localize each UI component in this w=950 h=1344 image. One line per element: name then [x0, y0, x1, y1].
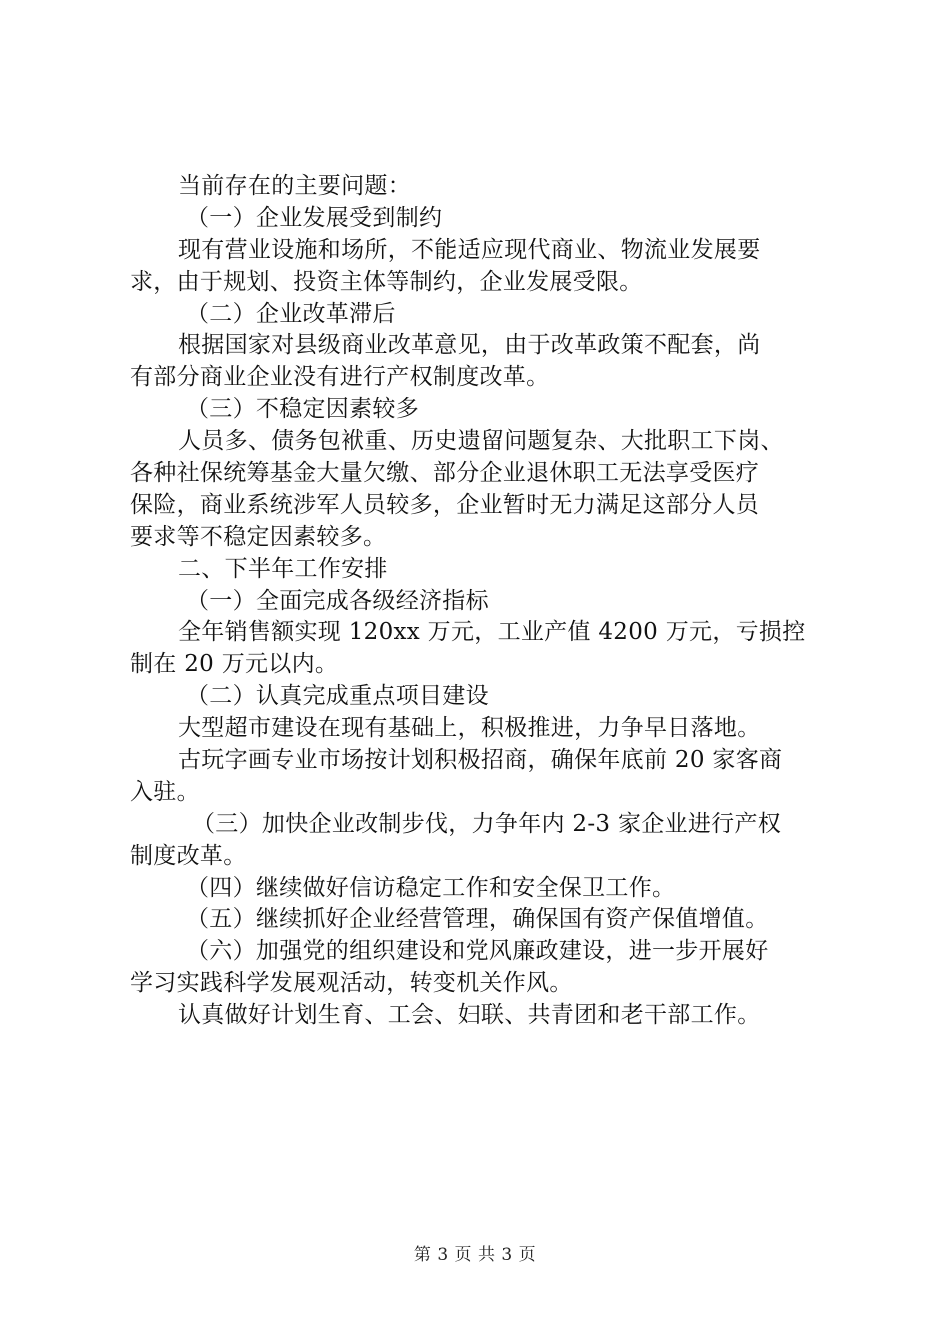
paragraph-line: 全年销售额实现 120xx 万元，工业产值 4200 万元，亏损控 [178, 619, 806, 646]
paragraph-line: 人员多、债务包袱重、历史遗留问题复杂、大批职工下岗、 [178, 428, 784, 455]
paragraph-line: 制度改革。 [130, 842, 247, 869]
paragraph-line: （六）加强党的组织建设和党风廉政建设，进一步开展好 [186, 938, 769, 965]
paragraph-line: 认真做好计划生育、工会、妇联、共青团和老干部工作。 [178, 1002, 761, 1029]
paragraph-line: （四）继续做好信访稳定工作和安全保卫工作。 [186, 874, 676, 901]
paragraph-line: （二）认真完成重点项目建设 [186, 683, 489, 710]
paragraph-line: 保险，商业系统涉军人员较多，企业暂时无力满足这部分人员 [130, 491, 760, 518]
paragraph-line: 学习实践科学发展观活动，转变机关作风。 [130, 970, 573, 997]
paragraph-line: 现有营业设施和场所，不能适应现代商业、物流业发展要 [178, 236, 761, 263]
paragraph-line: （一）全面完成各级经济指标 [186, 587, 489, 614]
paragraph-line: 古玩字画专业市场按计划积极招商，确保年底前 20 家客商 [178, 747, 783, 774]
paragraph-line: 入驻。 [130, 778, 200, 805]
paragraph-line: 二、下半年工作安排 [178, 555, 388, 582]
paragraph-line: 制在 20 万元以内。 [130, 651, 339, 678]
paragraph-line: （二）企业改革滞后 [186, 300, 396, 327]
page-footer: 第 3 页 共 3 页 [413, 1245, 537, 1265]
document-body [130, 171, 840, 1032]
paragraph-line: 根据国家对县级商业改革意见，由于改革政策不配套，尚 [178, 332, 761, 359]
paragraph-line: （五）继续抓好企业经营管理，确保国有资产保值增值。 [186, 906, 769, 933]
paragraph-line: （一）企业发展受到制约 [186, 204, 443, 231]
paragraph-line: 求，由于规划、投资主体等制约，企业发展受限。 [130, 268, 643, 295]
paragraph-line: 当前存在的主要问题： [178, 173, 411, 199]
paragraph-line: （三）不稳定因素较多 [186, 396, 419, 423]
paragraph-line: 要求等不稳定因素较多。 [130, 523, 387, 550]
paragraph-line: （三）加快企业改制步伐，力争年内 2-3 家企业进行产权 [192, 810, 782, 837]
paragraph-line: 大型超市建设在现有基础上，积极推进，力争早日落地。 [178, 715, 761, 742]
paragraph-line: 各种社保统筹基金大量欠缴、部分企业退休职工无法享受医疗 [130, 460, 760, 487]
paragraph-line: 有部分商业企业没有进行产权制度改革。 [130, 364, 550, 391]
